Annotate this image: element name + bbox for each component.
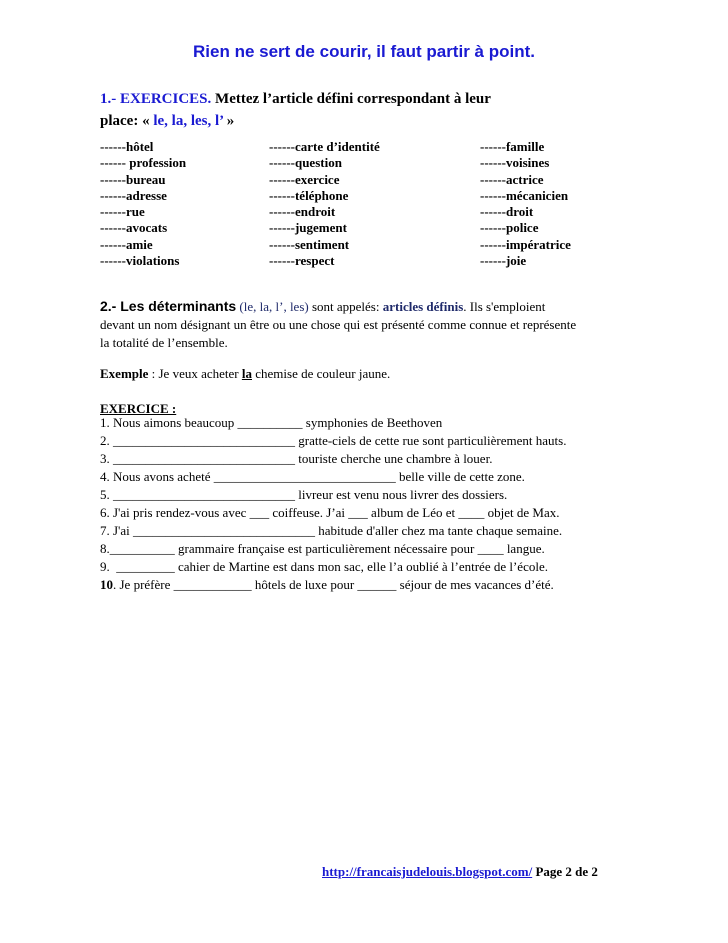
exercise-item: 9. _________ cahier de Martine est dans mon sac, elle l’a oublié à l’entrée de l’école.: [100, 559, 548, 574]
exercise1-heading: 1.- EXERCICES.: [100, 91, 212, 107]
word-item: ------téléphone: [269, 187, 349, 203]
example-before: : Je veux acheter: [148, 366, 242, 381]
exercise-item: 8.__________ grammaire française est particulièrement nécessaire pour ____ langue.: [100, 541, 545, 556]
example-sentence: [100, 366, 390, 382]
exercise2-heading: EXERCICE :: [100, 401, 177, 416]
word-item: ------rue: [100, 204, 145, 220]
page-number: Page 2 de 2: [532, 864, 598, 879]
word-item: ------mécanicien: [480, 187, 569, 203]
page-title: Rien ne sert de courir, il faut partir à point.: [193, 42, 535, 61]
exercise-item: 1. Nous aimons beaucoup __________ symphonies de Beethoven: [100, 415, 443, 430]
example-label: Exemple: [100, 366, 149, 381]
word-item: ------sentiment: [269, 236, 350, 252]
section2-heading: 2.- Les déterminants: [100, 298, 237, 314]
word-item: ------ profession: [100, 155, 187, 171]
word-item: ------endroit: [269, 204, 336, 220]
word-item: ------amie: [100, 236, 153, 252]
page-footer: [322, 864, 598, 880]
section2-line2: devant un nom désignant un être ou une chose qui est présenté comme connue et représente: [100, 317, 577, 332]
exercise-item: 7. J'ai ____________________________ habitude d'aller chez ma tante chaque semaine.: [100, 523, 563, 538]
word-item: ------violations: [100, 253, 180, 269]
exercise1-instruction-line1: Mettez l’article défini correspondant à leur: [215, 91, 491, 107]
example-after: chemise de couleur jaune.: [252, 366, 391, 381]
exercise-item-10: [100, 576, 566, 594]
exercise-item: 5. ____________________________ livreur est venu nous livrer des dossiers.: [100, 487, 508, 502]
word-column-2: [269, 139, 380, 269]
exercise-item: 4. Nous avons acheté ____________________________ belle ville de cette zone.: [100, 469, 525, 484]
word-item: ------jugement: [269, 220, 347, 236]
exercise2-items: [100, 414, 566, 594]
section2-articles: (le, la, l’, les): [239, 299, 309, 314]
word-item: ------question: [269, 155, 342, 171]
word-column-1: [100, 139, 186, 269]
word-item: ------adresse: [100, 187, 167, 203]
word-item: ------hôtel: [100, 139, 154, 154]
item10-number: 10: [100, 577, 113, 592]
section2-text-b: . Ils s'emploient: [463, 299, 546, 314]
word-item: ------respect: [269, 253, 335, 269]
exercise-item: 2. ____________________________ gratte-ciels de cette rue sont particulièrement hauts.: [100, 433, 567, 448]
section2-paragraph: [100, 297, 630, 352]
exercise-item: 6. J'ai pris rendez-vous avec ___ coiffeuse. J’ai ___ album de Léo et ____ objet de Max.: [100, 505, 560, 520]
word-item: ------impératrice: [480, 236, 571, 252]
word-item: ------voisines: [480, 155, 550, 171]
blog-link[interactable]: http://francaisjudelouis.blogspot.com/: [322, 864, 533, 879]
section2-text-a: sont appelés:: [308, 299, 383, 314]
exercise1-instruction-suffix: »: [226, 113, 235, 129]
item10-text: . Je préfère ____________ hôtels de luxe pour ______ séjour de mes vacances d’été.: [113, 577, 554, 592]
exercise1-instructions: [100, 88, 628, 132]
word-item: ------carte d’identité: [269, 139, 380, 154]
word-item: ------bureau: [100, 171, 166, 187]
word-item: ------famille: [480, 139, 545, 154]
section2-term: articles définis: [382, 299, 464, 314]
word-item: ------droit: [480, 204, 534, 220]
word-column-3: [480, 139, 571, 269]
section2-line3: la totalité de l’ensemble.: [100, 335, 228, 350]
example-article: la: [241, 366, 252, 381]
exercise1-articles: le, la, les, l’: [153, 113, 224, 129]
word-item: ------avocats: [100, 220, 168, 236]
word-item: ------actrice: [480, 171, 544, 187]
word-item: ------exercice: [269, 171, 340, 187]
exercise1-instruction-prefix: place: «: [100, 113, 150, 129]
exercise-item: 3. ____________________________ touriste cherche une chambre à louer.: [100, 451, 493, 466]
word-item: ------police: [480, 220, 539, 236]
word-item: ------joie: [480, 253, 527, 269]
